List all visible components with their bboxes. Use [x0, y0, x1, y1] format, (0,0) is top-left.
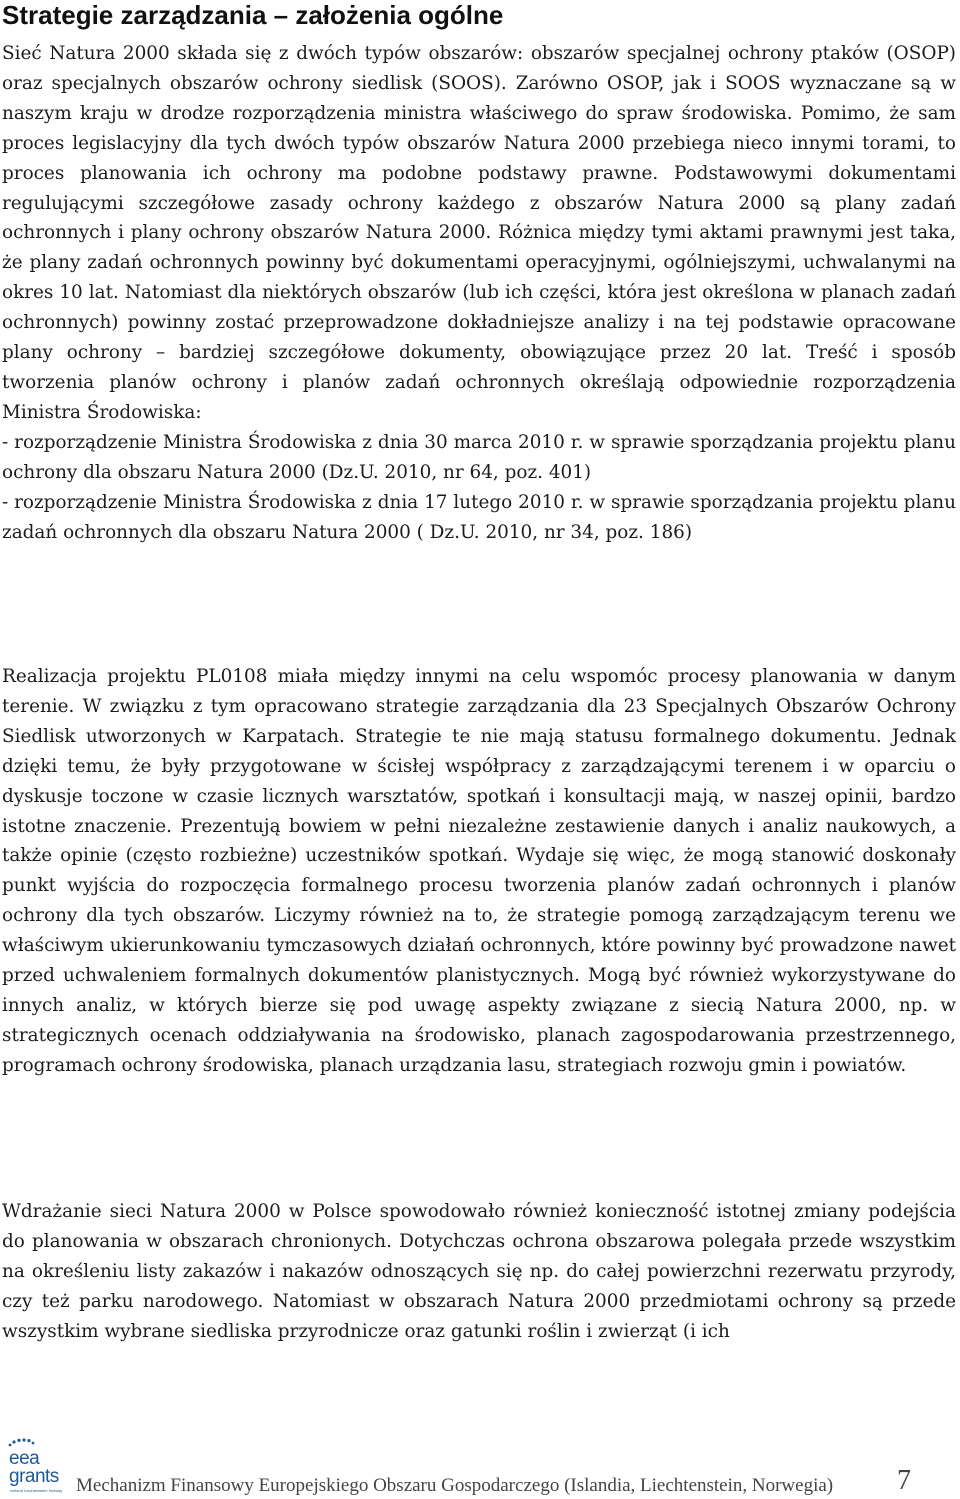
paragraph-natura-implementation: Wdrażanie sieci Natura 2000 w Polsce spowodowało również konieczność istotnej zmiany podejścia do planowania w obszarach chronionych. Dotychczas ochrona obszarowa polegała przede wszystkim na określeniu listy zakazów i nakazów odnoszących się np. do całej powierzchni rezerwatu przyrody, czy też parku narodowego. Natomiast w obszarach Natura 2000 przedmiotami ochrony są przede wszystkim wybrane siedliska przyrodnicze oraz gatunki roślin i zwierząt (i ich: [2, 1201, 956, 1342]
footer-caption: Mechanizm Finansowy Europejskiego Obszaru Gospodarczego (Islandia, Liechtenstein, Norwegia): [76, 1475, 834, 1496]
page-number: 7: [897, 1465, 911, 1496]
logo-line-eea: eea: [9, 1448, 40, 1469]
intro-block: [2, 39, 956, 547]
paragraph-natura-overview: Sieć Natura 2000 składa się z dwóch typów obszarów: obszarów specjalnej ochrony ptaków (OSOP) oraz specjalnych obszarów ochrony siedlisk (SOOS). Zarówno OSOP, jak i SOOS wyznaczane są w naszym kraju w drodze rozporządzenia ministra właściwego do spraw środowiska. Pomimo, że sam proces legislacyjny dla tych dwóch typów obszarów Natura 2000 przebiega nieco innymi torami, to proces planowania ich ochrony ma podobne podstawy prawne. Podstawowymi dokumentami regulującymi szczegółowe zasady ochrony każdego z obszarów Natura 2000 są plany zadań ochronnych i plany ochrony obszarów Natura 2000. Różnica między tymi aktami prawnymi jest taka, że plany zadań ochronnych powinny być dokumentami operacyjnymi, ogólniejszymi, uchwalanymi na okres 10 lat. Natomiast dla niektórych obszarów (lub ich części, która jest określona w planach zadań ochronnych) powinny zostać przeprowadzone dokładniejsze analizy i na tej podstawie opracowane plany ochrony – bardziej szczegółowe dokumenty, obowiązujące przez 20 lat. Treść i sposób tworzenia planów ochrony i planów zadań ochronnych określają odpowiednie rozporządzenia Ministra Środowiska:: [2, 43, 956, 423]
paragraph-project-realization: Realizacja projektu PL0108 miała między innymi na celu wspomóc procesy planowania w danym terenie. W związku z tym opracowano strategie zarządzania dla 23 Specjalnych Obszarów Ochrony Siedlisk utworzonych w Karpatach. Strategie te nie mają statusu formalnego dokumentu. Jednak dzięki temu, że były przygotowane w ścisłej współpracy z zarządzającymi terenem i w oparciu o dyskusje toczone w czasie licznych warsztatów, spotkań i konsultacji mają, w naszej opinii, bardzo istotne znaczenie. Prezentują bowiem w pełni niezależne zestawienie danych i analiz naukowych, a także opinie (często rozbieżne) uczestników spotkań. Wydaje się więc, że mogą stanowić doskonały punkt wyjścia do rozpoczęcia formalnego procesu tworzenia planów zadań ochronnych i planów ochrony dla tych obszarów. Liczymy również na to, że strategie pomogą zarządzającym terenu we właściwym ukierunkowaniu tymczasowych działań ochronnych, które powinny być prowadzone nawet przed uchwaleniem formalnych dokumentów planistycznych. Mogą być również wykorzystywane do innych analiz, w których bierze się pod uwagę aspekty związane z siecią Natura 2000, np. w strategicznych ocenach oddziaływania na środowisko, planach zagospodarowania przestrzennego, programach ochrony środowiska, planach urządzania lasu, strategiach rozwoju gmin i powiatów.: [2, 666, 956, 1076]
regulation-item-plan-zadan: - rozporządzenie Ministra Środowiska z dnia 17 lutego 2010 r. w sprawie sporządzania projektu planu zadań ochronnych dla obszaru Natura 2000 ( Dz.U. 2010, nr 34, poz. 186): [2, 491, 956, 543]
logo-subtitle: Iceland Liechtenstein Norway: [10, 1488, 63, 1493]
page-footer: [0, 1428, 960, 1499]
logo-line-grants: grants: [9, 1466, 59, 1487]
eea-grants-logo: [4, 1438, 68, 1494]
regulation-item-plan-ochrony: - rozporządzenie Ministra Środowiska z dnia 30 marca 2010 r. w sprawie sporządzania projektu planu ochrony dla obszaru Natura 2000 (Dz.U. 2010, nr 64, poz. 401): [2, 431, 956, 483]
section-heading: Strategie zarządzania – założenia ogólne: [2, 0, 504, 30]
project-block: [2, 662, 956, 1081]
implementation-block: [2, 1197, 956, 1347]
eea-grants-logo-text: [9, 1450, 59, 1486]
